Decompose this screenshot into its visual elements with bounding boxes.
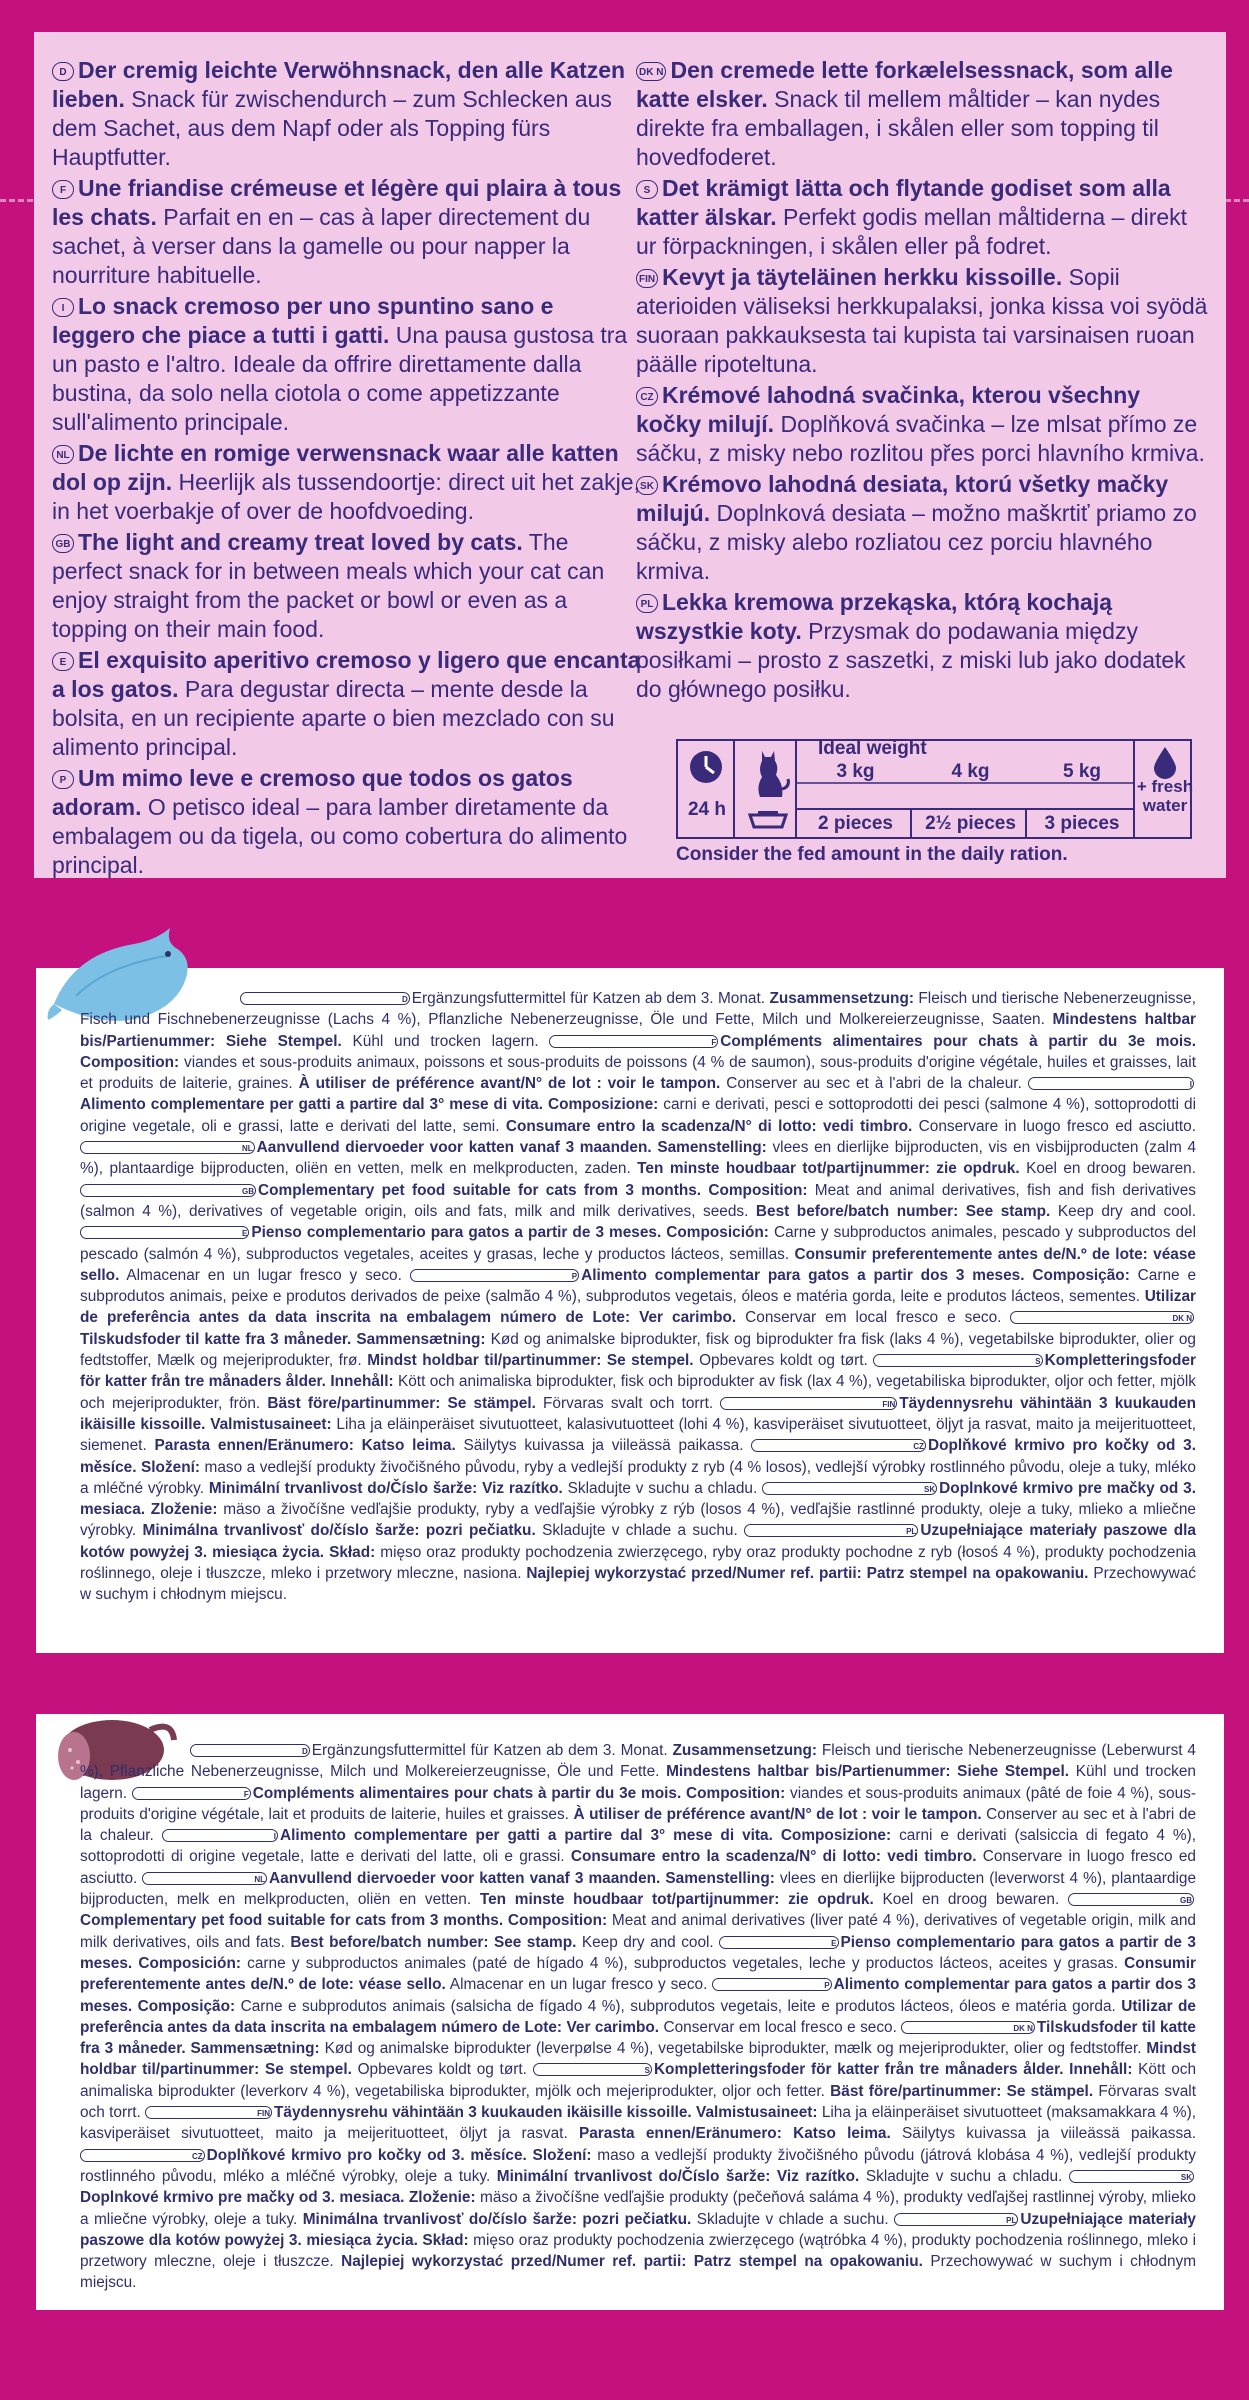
language-code-badge: GB (1068, 1893, 1194, 1906)
weight-2: 4 kg (951, 761, 990, 782)
description-headline: Um mimo leve e cremoso que todos os gatos adoram. (52, 765, 573, 820)
language-code-badge: S (533, 2063, 652, 2076)
bold-segment: Alimento complementar para gatos a partir dos 3 meses. Composição: (80, 1976, 1196, 2015)
bold-segment: Uzupełniające materiały paszowe dla kotów powyżej 3. miesiąca życia. Skład: (80, 1522, 1196, 1561)
language-code-badge: F (549, 1035, 718, 1048)
language-code-badge: CZ (751, 1439, 926, 1452)
language-code-badge: I (1028, 1077, 1194, 1090)
description-headline: Lo snack cremoso per uno spuntino sano e leggero che piace a tutti i gatti. (52, 293, 554, 348)
text-segment: Meat and animal derivatives, fish and fish derivatives (salmon 4 %), derivatives of vegetable origin, oils and fats, milk and milk derivatives, seeds. (80, 1181, 1196, 1220)
bold-segment: Parasta ennen/Eränumero: Katso leima. (578, 2125, 891, 2143)
text-segment: carne y subproductos animales (paté de hígado 4 %), subproductos vegetales, leche y productos lácteos, aceites y grasas. (240, 1954, 1125, 1972)
language-code-badge: D (190, 1744, 310, 1757)
description-entry (636, 381, 1211, 468)
text-segment: maso a vedlejší produkty živočišného původu (játrová klobása 4 %), vedlejší produkty rostlinného původu, mléko a mléčné výrobky, oleje a tuky. (80, 2146, 1197, 2185)
bold-segment: À utiliser de préférence avant/N° de lot : voir le tampon. (298, 1075, 721, 1093)
text-segment: maso a vedlejší produkty živočišného původu, ryby a vedlejší produkty z ryb (4 % losos), vedlejší výrobky rostlinného původu, oleje a tuky, mléko a mléčné výrobky. (80, 1458, 1196, 1497)
language-code-badge: FIN (145, 2106, 272, 2119)
bold-segment: Tilskudsfoder til katte fra 3 måneder. Sammensætning: (80, 2018, 1196, 2058)
text-segment: Skladujte v chlade a suchu. (691, 2210, 895, 2228)
description-headline: Det krämigt lätta och flytande godiset som alla katter älskar. (636, 175, 1171, 230)
text-segment: Fleisch und tierische Nebenerzeugnisse (Leberwurst 4 %), Pflanzliche Nebenerzeugnisse, Milch und Molkereierzeugnisse, Öle und Fette. (80, 1742, 1196, 1781)
salmon-ingredients-text (80, 988, 1196, 1606)
language-code-badge: PL (636, 594, 658, 613)
text-segment: Liha ja eläinperäiset sivutuotteet, kalasivutuotteet (lohi 4 %), kasviperäiset sivutuotteet, öljyt ja rasvat, maito ja meijerituotteet, siemenet. (80, 1415, 1196, 1455)
bold-segment: Best before/batch number: See stamp. (755, 1202, 1051, 1220)
liver-ingredients-panel (36, 1714, 1224, 2310)
language-code-badge: SK (1069, 2170, 1194, 2183)
text-segment: mäso a živočíšne vedľajšie produkty (pečeňová saláma 4 %), produkty vedľajšej rastlinnej výroby, mlieko a mliečne výrobky, oleje a tuky. (80, 2189, 1196, 2228)
description-body: Una pausa gustosa tra un pasto e l'altro. Ideale da offrire direttamente dalla bustina, da solo nella ciotola o come appetizzante sull'alimento principale. (52, 322, 628, 435)
bold-segment: Minimálna trvanlivosť do/číslo šarže: pozri pečiatku. (142, 1522, 536, 1540)
language-code-badge: E (80, 1226, 249, 1239)
language-code-badge: E (52, 652, 74, 671)
bold-segment: Doplňkové krmivo pro kočky od 3. měsíce. Složení: (206, 2146, 592, 2164)
language-code-badge: CZ (636, 387, 658, 406)
language-code-badge: E (719, 1936, 838, 1949)
text-segment: Meat and animal derivatives (liver paté 4 %), derivatives of vegetable origin, milk and milk derivatives, oils and fats. (80, 1912, 1196, 1951)
text-segment: Koel en droog bewaren. (873, 1891, 1068, 1909)
description-body: Parfait en en – cas à laper directement du sachet, à verser dans la gamelle ou pour napper la nourriture habituelle. (52, 204, 591, 288)
text-segment: Kühl und trocken lagern. (341, 1032, 550, 1050)
text-segment: Almacenar en un lugar fresco y seco. (119, 1266, 410, 1284)
description-entry (52, 292, 642, 437)
bold-segment: Compléments alimentaires pour chats à partir du 3e mois. Composition: (252, 1784, 786, 1802)
description-body: Snack für zwischendurch – zum Schlecken aus dem Sachet, aus dem Napf oder als Topping fürs Hauptfutter. (52, 86, 612, 170)
bold-segment: Mindestens haltbar bis/Partienummer: Siehe Stempel. (80, 1011, 1196, 1050)
text-segment: Kød og animalske biprodukter, fisk og biprodukter fra fisk (laks 4 %), vegetabilske biprodukter, olier og fedtstoffer, Mælk og mejeriprodukter, frø. (80, 1330, 1196, 1370)
bold-segment: Doplňkové krmivo pro kočky od 3. měsíce. Složení: (80, 1437, 1196, 1476)
language-code-badge: F (52, 180, 74, 199)
salmon-ingredients-panel (36, 968, 1224, 1653)
bold-segment: Aanvullend diervoeder voor katten vanaf 3 maanden. Samenstelling: (269, 1869, 775, 1887)
liver-ingredients-text (80, 1740, 1196, 2294)
text-segment: Koel en droog bewaren. (1019, 1160, 1196, 1178)
text-segment: Ergänzungsfuttermittel für Katzen ab dem 3. Monat. (411, 990, 770, 1007)
text-segment: Liha ja eläinperäiset sivutuotteet (maksamakkara 4 %), kasviperäiset sivutuotteet, maito ja meijerituotteet, öljyt ja rasvat. (80, 2104, 1196, 2143)
text-segment: viandes et sous-produits animaux, poissons et sous-produits de poissons (4 % de saumon), sous-produits d'origine végétale, huiles et graisses, lait et produits de laiterie, graines. (80, 1053, 1196, 1093)
description-entry (636, 470, 1211, 586)
description-entry (636, 263, 1211, 379)
bold-segment: Mindst holdbar til/partinummer: Se stempel. (367, 1352, 694, 1370)
text-segment: Skladujte v suchu a chladu. (562, 1479, 763, 1497)
bold-segment: Najlepiej wykorzystać przed/Numer ref. partii: Patrz stempel na opakowaniu. (526, 1565, 1089, 1583)
bold-segment: Zusammensetzung: (769, 990, 914, 1007)
bold-segment: Parasta ennen/Eränumero: Katso leima. (154, 1437, 456, 1455)
bold-segment: Consumir preferentemente antes de/N.º de lote: véase sello. (80, 1245, 1196, 1284)
text-segment: Kühl und trocken lagern. (80, 1763, 1196, 1802)
text-segment: Fleisch und tierische Nebenerzeugnisse, Fisch und Fischnebenerzeugnisse (Lachs 4 %), Pflanzliche Nebenerzeugnisse, Öle und Fette, Milch und Molkereierzeugnisse, Saaten. (80, 990, 1196, 1029)
text-segment: Kød og animalske biprodukter (leverpølse 4 %), vegetabilske biprodukter, mælk og mejeriprodukter, olier og fedtstoffer. (319, 2040, 1147, 2058)
description-headline: De lichte en romige verwensnack waar alle katten dol op zijn. (52, 440, 619, 495)
description-headline: El exquisito aperitivo cremoso y ligero que encanta a los gatos. (52, 647, 641, 702)
bold-segment: Uzupełniające materiały paszowe dla kotów powyżej 3. miesiąca życia. Skład: (80, 2210, 1196, 2249)
text-segment: Conserver au sec et à l'abri de la chaleur. (720, 1075, 1028, 1093)
bold-segment: Minimální trvanlivost do/Číslo šarže: Viz razítko. (496, 2167, 860, 2185)
description-entry (636, 174, 1211, 261)
bold-segment: Minimálna trvanlivosť do/číslo šarže: pozri pečiatku. (302, 2210, 692, 2228)
text-segment: mięso oraz produkty pochodzenia zwierzęcego (wątróbka 4 %), produkty pochodzenia roślinnego, mleko i przetwory mleczne, oleje i tłuszcze. (80, 2231, 1196, 2271)
text-segment: Carne e subprodutos animais, peixe e produtos derivados de peixe (salmão 4 %), subprodutos vegetais, óleos e matéria gorda, leite e produtos lácteos, sementes. (80, 1266, 1197, 1306)
feeding-table (676, 739, 1192, 839)
language-code-badge: PL (894, 2213, 1018, 2226)
language-code-badge: P (52, 770, 74, 789)
bold-segment: Mindst holdbar til/partinummer: Se stempel. (80, 2040, 1197, 2079)
text-segment: Förvaras svalt och torrt. (80, 2082, 1196, 2122)
weight-3: 5 kg (1062, 761, 1102, 782)
ideal-weight-label: Ideal weight (818, 738, 927, 759)
language-code-badge: P (712, 1978, 831, 1991)
text-segment: Carne e subprodutos animais (salsicha de fígado 4 %), subprodutos vegetais, leite e produtos lácteos, óleos e matéria gorda. (235, 1997, 1122, 2015)
bold-segment: Doplnkové krmivo pre mačky od 3. mesiaca. Zloženie: (80, 2189, 476, 2207)
language-code-badge: F (132, 1787, 251, 1800)
bold-segment: Consumir preferentemente antes de/N.º de lote: véase sello. (80, 1954, 1196, 1994)
bold-segment: Kompletteringsfoder för katter från tre månaders ålder. Innehåll: (80, 1352, 1196, 1391)
description-headline: Une friandise crémeuse et légère qui plaira à tous les chats. (52, 175, 622, 230)
bold-segment: Aanvullend diervoeder voor katten vanaf 3 maanden. Samenstelling: (256, 1139, 767, 1157)
bold-segment: Ten minste houdbaar tot/partijnummer: zie opdruk. (479, 1891, 874, 1909)
language-code-badge: GB (80, 1184, 256, 1197)
text-segment: Kött och animaliska biprodukter, fisk och biprodukter av fisk (lax 4 %), vegetabiliska biprodukter, oljor och fetter, mjölk och mejeriprodukter, frön. (80, 1373, 1196, 1412)
text-segment: carni e derivati (salsiccia di fegato 4 %), sottoprodotti di origine vegetale, latte e derivati del latte, oli e grassi. (80, 1827, 1196, 1866)
language-code-badge: DK N (901, 2021, 1035, 2034)
text-segment: Almacenar en un lugar fresco y seco. (445, 1976, 713, 1994)
description-headline: Den cremede lette forkælelsessnack, som alle katte elsker. (636, 57, 1173, 112)
text-segment: Skladujte v chlade a suchu. (535, 1522, 745, 1540)
description-headline: Der cremig leichte Verwöhnsnack, den alle Katzen lieben. (52, 57, 626, 112)
fresh-water-label: + fresh water (1136, 777, 1194, 815)
text-segment: Säilytys kuivassa ja viileässä paikassa. (455, 1437, 752, 1455)
text-segment: Carne y subproductos animales, pescado y subproductos del pescado (salmón 4 %), subproductos vegetales, aceites y grasas, leche y productos lácteos, semillas. (80, 1224, 1197, 1263)
description-body: Doplňková svačinka – lze mlsat přímo ze sáčku, z misky nebo rozlitou přes porci hlavního krmiva. (636, 411, 1205, 466)
bold-segment: Zusammensetzung: (672, 1742, 818, 1759)
bold-segment: Complementary pet food suitable for cats from 3 months. Composition: (258, 1181, 808, 1199)
language-code-badge: D (52, 62, 74, 81)
language-code-badge: I (162, 1829, 278, 1842)
bold-segment: Najlepiej wykorzystać przed/Numer ref. partii: Patrz stempel na opakowaniu. (341, 2253, 923, 2271)
bold-segment: Best before/batch number: See stamp. (290, 1933, 577, 1951)
bold-segment: Alimento complementare per gatti a partire dal 3° mese di vita. Composizione: (280, 1827, 892, 1845)
text-segment: Förvaras svalt och torrt. (535, 1394, 721, 1412)
bold-segment: Minimální trvanlivost do/Číslo šarže: Viz razítko. (208, 1479, 563, 1497)
language-code-badge: NL (142, 1872, 267, 1885)
language-code-badge: DK N (636, 62, 666, 81)
bold-segment: Mindestens haltbar bis/Partienummer: Siehe Stempel. (666, 1763, 1070, 1781)
feeding-note: Consider the fed amount in the daily ration. (676, 844, 1068, 865)
text-segment: Säilytys kuivassa ja viileässä paikassa. (890, 2125, 1196, 2143)
language-code-badge: DK N (1010, 1311, 1194, 1324)
language-code-badge: GB (52, 534, 74, 553)
bold-segment: À utiliser de préférence avant/N° de lot : voir le tampon. (573, 1805, 982, 1823)
language-code-badge: S (873, 1354, 1042, 1367)
text-segment: Conserver au sec et à l'abri de la chaleur. (80, 1805, 1196, 1845)
description-body: Para degustar directa – mente desde la bolsita, en un recipiente aparte o bien mezclado con su alimento principal. (52, 676, 615, 760)
bold-segment: Täydennysrehu vähintään 3 kuukauden ikäisille kissoille. Valmistusaineet: (80, 1394, 1196, 1433)
text-segment: Keep dry and cool. (1050, 1202, 1196, 1220)
text-segment: viandes et sous-produits animaux (pâté de foie 4 %), sous-produits d'origine végétale, lait et produits de laiterie, huiles et graisses. (80, 1784, 1196, 1823)
description-body: Doplnková desiata – možno maškrtiť priamo zo sáčku, z misky alebo rozliatou cez porciu hlavného krmiva. (636, 500, 1197, 584)
bold-segment: Consumare entro la scadenza/N° di lotto: vedi timbro. (505, 1117, 913, 1135)
language-code-badge: SK (636, 476, 658, 495)
language-code-badge: D (240, 992, 410, 1005)
text-segment: vlees en dierlijke bijproducten, vis en visbijproducten (zalm 4 %), plantaardige bijproducten, oliën en vetten, melk en melkproducten, zaden. (80, 1139, 1197, 1178)
text-segment: Opbevares koldt og tørt. (693, 1352, 874, 1370)
description-body: Perfekt godis mellan måltiderna – direkt ur förpackningen, i skålen eller på fodret. (636, 204, 1188, 259)
language-code-badge: PL (744, 1524, 918, 1537)
bold-segment: Alimento complementare per gatti a partire dal 3° mese di vita. Composizione: (80, 1096, 659, 1114)
weight-1: 3 kg (836, 761, 875, 782)
language-code-badge: P (410, 1269, 579, 1282)
language-code-badge: NL (80, 1141, 255, 1154)
description-body: O petisco ideal – para lamber diretamente da embalagem ou da tigela, ou como cobertura do alimento principal. (52, 794, 628, 878)
text-segment: Conservar em local fresco e seco. (736, 1309, 1011, 1327)
description-body: Snack til mellem måltider – kan nydes direkte fra emballagen, i skålen eller som topping til hovedfoderet. (636, 86, 1161, 170)
description-headline: Krémové lahodná svačinka, kterou všechny kočky milují. (636, 382, 1141, 437)
description-column-left (52, 56, 642, 882)
text-segment: Przechowywać w suchym i chłodnym miejscu. (80, 1565, 1197, 1604)
bold-segment: Pienso complementario para gatos a partir de 3 meses. Composición: (251, 1224, 769, 1242)
bold-segment: Utilizar de preferência antes da data inscrita na embalagem número de Lote: Ver carimbo. (80, 1288, 1196, 1327)
text-segment: Conservar em local fresco e seco. (659, 2018, 902, 2036)
cat-bowl-icon (744, 745, 792, 835)
description-entry (52, 174, 642, 290)
water-drop-icon (1152, 745, 1178, 779)
description-headline: Krémovo lahodná desiata, ktorú všetky mačky milujú. (636, 471, 1169, 526)
text-segment: Conservare in luogo fresco ed asciutto. (912, 1117, 1196, 1135)
feeding-period: 24 h (687, 799, 727, 820)
text-segment: mięso oraz produkty pochodzenia zwierzęcego, ryby oraz produkty pochodne z ryb (łosoś 4 %), produkty pochodzenia roślinnego, oleje i tłuszcze, mleko i przetwory mleczne, nasiona. (80, 1543, 1196, 1583)
bold-segment: Bäst före/partinummer: Se stämpel. (267, 1394, 536, 1412)
description-entry (52, 439, 642, 526)
language-code-badge: FIN (636, 269, 658, 288)
language-code-badge: SK (762, 1482, 937, 1495)
description-headline: The light and creamy treat loved by cats. (78, 529, 523, 555)
text-segment: Keep dry and cool. (576, 1933, 720, 1951)
bold-segment: Tilskudsfoder til katte fra 3 måneder. Sammensætning: (80, 1330, 486, 1348)
bold-segment: Compléments alimentaires pour chats à partir du 3e mois. Composition: (80, 1032, 1196, 1071)
pieces-1: 2 pieces (818, 813, 893, 834)
pieces-3: 3 pieces (1044, 813, 1120, 834)
description-entry (52, 56, 642, 172)
description-body: Sopii aterioiden väliseksi herkkupalaksi, jonka kissa voi syödä suoraan pakkauksesta tai kupista tai varsinaisen ruoan päälle ripoteltuna. (636, 264, 1208, 377)
bold-segment: Utilizar de preferência antes da data inscrita na embalagem número de Lote: Ver carimbo. (80, 1997, 1196, 2036)
text-segment: Conservare in luogo fresco ed asciutto. (80, 1848, 1196, 1887)
text-segment: Przechowywać w suchym i chłodnym miejscu. (80, 2253, 1197, 2292)
text-segment: mäso a živočíšne vedľajšie produkty, ryby a vedľajšie výrobky z rýb (losos 4 %), vedľajšie rastlinné produkty, oleje a tuky, mlieko a mliečne výrobky. (80, 1501, 1196, 1540)
description-entry (636, 56, 1211, 172)
description-entry (52, 528, 642, 644)
language-code-badge: CZ (80, 2149, 205, 2162)
description-body: Heerlijk als tussendoortje: direct uit het zakje, in het voerbakje of over de hoofdvoeding. (52, 469, 640, 524)
language-code-badge: I (52, 298, 74, 317)
bold-segment: Bäst före/partinummer: Se stämpel. (830, 2082, 1094, 2100)
description-headline: Kevyt ja täyteläinen herkku kissoille. (662, 264, 1063, 290)
bold-segment: Kompletteringsfoder för katter från tre månaders ålder. Innehåll: (653, 2061, 1133, 2079)
description-entry (636, 588, 1211, 704)
text-segment: carni e derivati, pesci e sottoprodotti dei pesci (salmone 4 %), sottoprodotti di origine vegetale, oli e grassi, latte e derivati del latte, semi. (80, 1096, 1196, 1135)
description-headline: Lekka kremowa przekąska, którą kochają wszystkie koty. (636, 589, 1113, 644)
bold-segment: Pienso complementario para gatos a partir de 3 meses. Composición: (80, 1933, 1196, 1972)
bold-segment: Complementary pet food suitable for cats from 3 months. Composition: (80, 1912, 608, 1930)
description-body: Przysmak do podawania między posiłkami – prosto z saszetki, z miski lub jako dodatek do głównego posiłku. (636, 618, 1186, 702)
description-column-right (636, 56, 1211, 706)
pieces-2: 2½ pieces (925, 813, 1016, 834)
feeding-info-panel (34, 32, 1226, 878)
language-code-badge: NL (52, 445, 74, 464)
bold-segment: Täydennysrehu vähintään 3 kuukauden ikäisille kissoille. Valmistusaineet: (274, 2104, 818, 2122)
language-code-badge: FIN (720, 1397, 897, 1410)
text-segment: Ergänzungsfuttermittel für Katzen ab dem 3. Monat. (311, 1742, 673, 1759)
description-entry (52, 764, 642, 880)
language-code-badge: S (636, 180, 658, 199)
text-segment: Opbevares koldt og tørt. (351, 2061, 533, 2079)
bold-segment: Ten minste houdbaar tot/partijnummer: zie opdruk. (637, 1160, 1020, 1178)
text-segment: vlees en dierlijke bijproducten (leverworst 4 %), plantaardige bijproducten, melk en melkproducten, oliën en vetten. (80, 1869, 1197, 1909)
text-segment: Kött och animaliska biprodukter (leverkorv 4 %), vegetabiliska biprodukter, mjölk och mejeriprodukter, oljor och fetter. (80, 2061, 1197, 2100)
description-entry (52, 646, 642, 762)
bold-segment: Alimento complementar para gatos a partir dos 3 meses. Composição: (581, 1266, 1130, 1284)
bold-segment: Doplnkové krmivo pre mačky od 3. mesiaca. Zloženie: (80, 1479, 1196, 1519)
clock-icon (688, 749, 724, 785)
text-segment: Skladujte v suchu a chladu. (859, 2167, 1069, 2185)
description-body: The perfect snack for in between meals which your cat can enjoy straight from the packet or bowl or even as a topping on their main food. (52, 529, 605, 642)
bold-segment: Consumare entro la scadenza/N° di lotto: vedi timbro. (570, 1848, 977, 1866)
